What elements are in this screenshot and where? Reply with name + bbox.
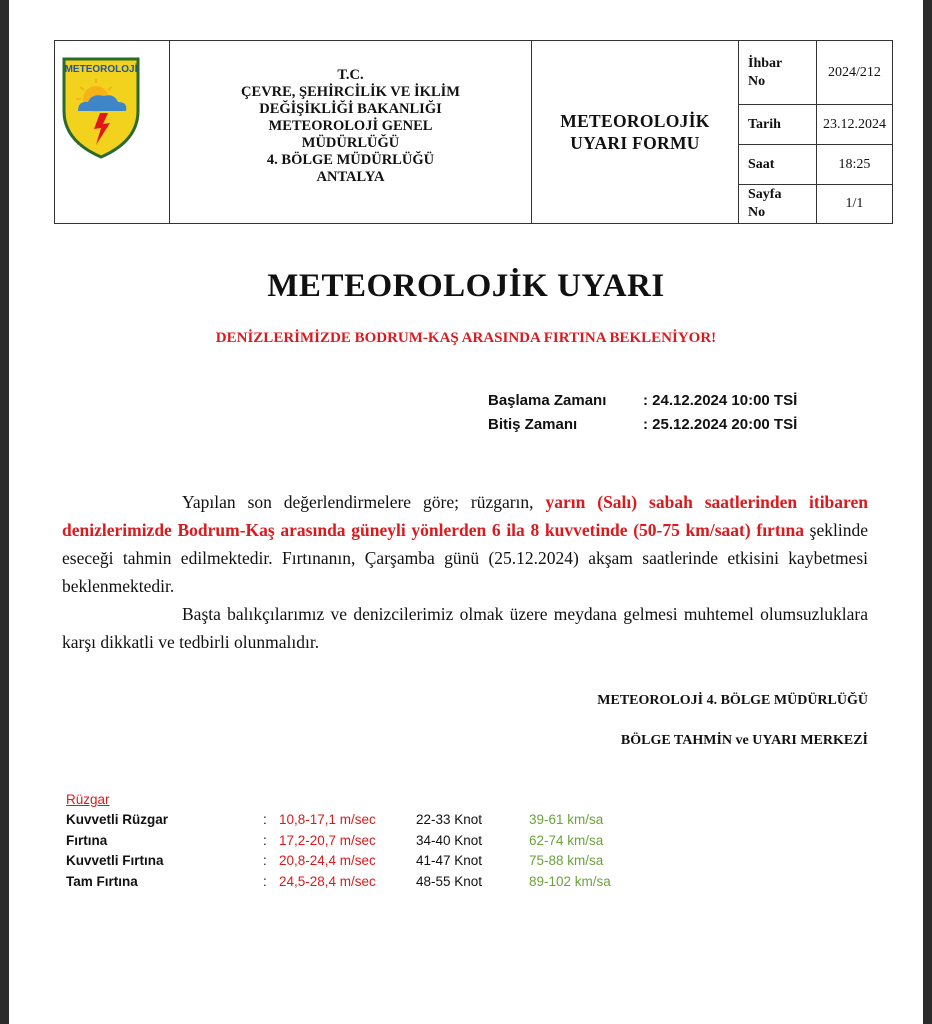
legend-name: Tam Fırtına — [66, 873, 138, 889]
legend-knot: 34-40 Knot — [416, 832, 483, 848]
signature-center: BÖLGE TAHMİN ve UYARI MERKEZİ — [620, 733, 868, 748]
paragraph-highlight: yarın (Salı) sabah saatlerinden itibaren denizlerimizde Bodrum-Kaş arasında güneyli yönlerden 6 ila 8 kuvvetinde (50-75 km/saat) fırtına — [62, 492, 868, 540]
legend-kmh: 39-61 km/sa — [529, 812, 604, 827]
legend-ms: 24,5-28,4 m/sec — [279, 873, 376, 889]
time-range — [488, 389, 797, 437]
legend-row — [66, 810, 604, 831]
form-title-cell — [532, 41, 739, 223]
legend-knot: 22-33 Knot — [416, 812, 483, 827]
legend-kmh: 62-74 km/sa — [529, 832, 604, 848]
legend-title: Rüzgar — [66, 792, 110, 807]
meta-row-ihbar — [739, 41, 892, 105]
legend-ms: 17,2-20,7 m/sec — [279, 832, 376, 848]
institution-name: T.C. ÇEVRE, ŞEHİRCİLİK VE İKLİM DEĞİŞİKLİĞİ BAKANLIĞI METEOROLOJİ GENEL MÜDÜRLÜĞÜ 4. BÖLGE MÜDÜRLÜĞÜ ANTALYA — [241, 66, 460, 185]
warning-paragraph — [62, 488, 868, 600]
form-title: METEOROLOJİK UYARI FORMU — [560, 111, 710, 153]
meta-value: 1/1 — [845, 196, 864, 211]
start-time-label: Başlama Zamanı — [488, 392, 607, 409]
legend-knot: 48-55 Knot — [416, 873, 483, 889]
legend-name: Kuvvetli Rüzgar — [66, 812, 169, 827]
legend-row — [66, 831, 604, 852]
meta-label: Tarih — [739, 105, 817, 144]
meta-cell — [739, 41, 892, 223]
legend-ms: 20,8-24,4 m/sec — [279, 853, 376, 868]
legend-colon: : — [263, 873, 267, 889]
right-dark-border — [923, 0, 932, 1024]
logo-lettering: METEOROLOJİ — [64, 64, 138, 75]
legend-colon: : — [263, 853, 267, 868]
start-time-value: : 24.12.2024 10:00 TSİ — [643, 392, 798, 409]
end-time-label: Bitiş Zamanı — [488, 416, 578, 433]
left-dark-border — [0, 0, 9, 1024]
logo-cell — [55, 41, 170, 223]
legend-name: Kuvvetli Fırtına — [66, 853, 164, 868]
meta-row-tarih — [739, 105, 892, 145]
legend-colon: : — [263, 812, 267, 827]
legend-name: Fırtına — [66, 832, 108, 848]
legend-row — [66, 851, 604, 872]
end-time-row — [488, 413, 797, 437]
meta-label: Saat — [739, 145, 817, 184]
meteoroloji-logo-icon — [60, 53, 142, 161]
meta-label: Sayfa No — [739, 185, 817, 223]
legend-knot: 41-47 Knot — [416, 853, 483, 868]
warning-headline: DENİZLERİMİZDE BODRUM-KAŞ ARASINDA FIRTINA BEKLENİYOR! — [215, 330, 717, 346]
paragraph-rest: şeklinde eseceği tahmin edilmektedir. Fırtınanın, Çarşamba günü (25.12.2024) akşam saatlerinde etkisini kaybetmesi beklenmektedir. — [62, 520, 868, 596]
legend-row — [66, 872, 611, 893]
meta-value: 2024/212 — [828, 64, 881, 80]
paragraph-intro: Yapılan son değerlendirmelere göre; rüzgarın, — [182, 492, 546, 512]
meta-label: İhbar No — [739, 41, 817, 104]
document-title: METEOROLOJİK UYARI — [267, 268, 665, 304]
legend-ms: 10,8-17,1 m/sec — [279, 812, 376, 827]
meta-row-sayfa — [739, 185, 892, 223]
header-table — [54, 40, 893, 224]
advice-paragraph: Başta balıkçılarımız ve denizcilerimiz olmak üzere meydana gelmesi muhtemel olumsuzluklara karşı dikkatli ve tedbirli olunmalıdır. — [62, 604, 868, 652]
start-time-row — [488, 389, 797, 413]
legend-colon: : — [263, 832, 267, 848]
wind-legend — [66, 792, 611, 892]
institution-cell — [170, 41, 532, 223]
meta-value: 23.12.2024 — [823, 116, 886, 132]
meta-row-saat — [739, 145, 892, 185]
legend-kmh: 75-88 km/sa — [529, 853, 604, 868]
legend-kmh: 89-102 km/sa — [529, 873, 611, 889]
meta-value: 18:25 — [838, 156, 871, 172]
end-time-value: : 25.12.2024 20:00 TSİ — [643, 416, 798, 433]
signature-office: METEOROLOJİ 4. BÖLGE MÜDÜRLÜĞÜ — [597, 693, 868, 708]
